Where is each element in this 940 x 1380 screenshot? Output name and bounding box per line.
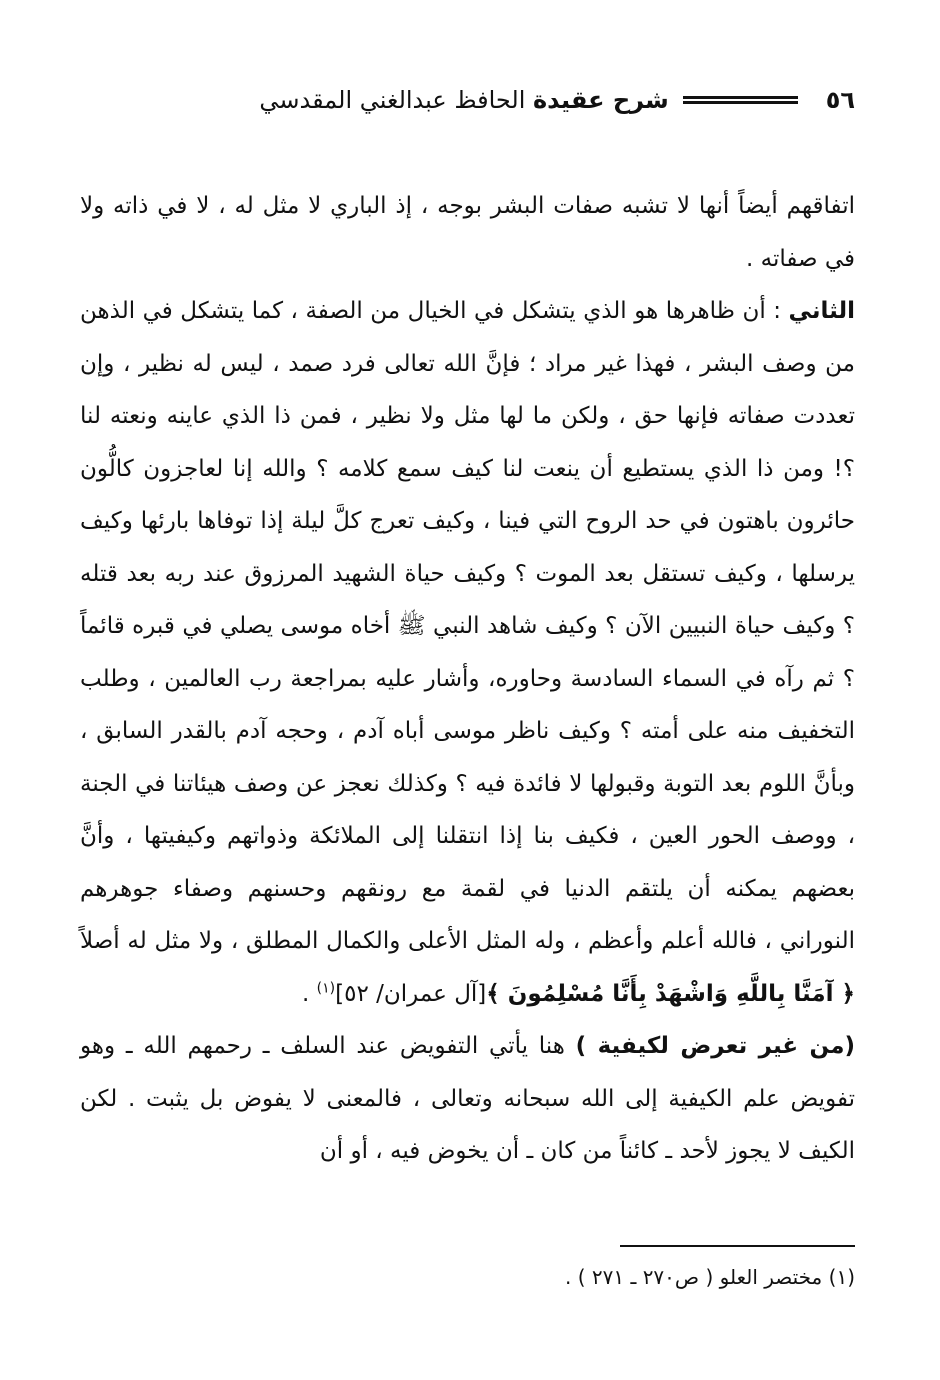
paragraph-2-lead: الثاني [788, 298, 855, 324]
running-title [259, 86, 668, 114]
quran-verse: ﴿ آمَنَّا بِاللَّهِ وَاشْهَدْ بِأَنَّا مُسْلِمُونَ ﴾ [486, 980, 855, 1007]
body-text [80, 180, 855, 1178]
running-title-bold: شرح عقيدة [533, 86, 669, 114]
paragraph-3 [80, 1020, 855, 1178]
paragraph-1: اتفاقهم أيضاً أنها لا تشبه صفات البشر بوجه ، إذ الباري لا مثل له ، لا في ذاته ولا في صفاته . [80, 193, 855, 272]
running-title-rest: الحافظ عبدالغني المقدسي [259, 86, 526, 114]
paragraph-3-lead: (من غير تعرض لكيفية ) [575, 1033, 855, 1059]
footnote: (١) مختصر العلو ( ص٢٧٠ ـ ٢٧١ ) . [565, 1265, 855, 1289]
page-number: ٥٦ [825, 86, 855, 114]
paragraph-2-text: : أن ظاهرها هو الذي يتشكل في الخيال من الصفة ، كما يتشكل في الذهن من وصف البشر ، فهذا غير مراد ؛ فإنَّ الله تعالى فرد صمد ، ليس له نظير ، وإن تعددت صفاته فإنها حق ، ولكن ما لها مثل ولا نظير ، فمن ذا الذي عاينه ونعته لنا ؟! ومن ذا الذي يستطيع أن ينعت لنا كيف سمع كلامه ؟ والله إنا لعاجزون كالُّون حائرون باهتون في حد الروح التي فينا ، وكيف تعرج كلَّ ليلة إذا توفاها بارئها وكيف يرسلها ، وكيف تستقل بعد الموت ؟ وكيف حياة الشهيد المرزوق عند ربه بعد قتله ؟ وكيف حياة النبيين الآن ؟ وكيف شاهد النبي ﷺ أخاه موسى يصلي في قبره قائماً ؟ ثم رآه في السماء السادسة وحاوره، وأشار عليه بمراجعة رب العالمين ، وطلب التخفيف منه على أمته ؟ وكيف ناظر موسى أباه آدم ، وحجه آدم بالقدر السابق ، وبأنَّ اللوم بعد التوبة وقبولها لا فائدة فيه ؟ وكذلك نعجز عن وصف هيئاتنا في الجنة ، ووصف الحور العين ، فكيف بنا إذا انتقلنا إلى الملائكة وذواتهم وكيفيتها ، وأنَّ بعضهم يمكنه أن يلتقم الدنيا في لقمة مع رونقهم وحسنهم وصفاء جوهرهم النوراني ، فالله أعلم وأعظم ، وله المثل الأعلى والكمال المطلق ، ولا مثل له أصلاً [80, 298, 855, 954]
quran-reference: [آل عمران/ ٥٢] [335, 980, 487, 1007]
paragraph-2-end: . [302, 980, 317, 1007]
header-rule [683, 96, 798, 104]
paragraph-2 [80, 285, 855, 1020]
page-header [80, 80, 855, 120]
footnote-marker: (١) [316, 979, 336, 996]
footnote-rule [620, 1245, 855, 1247]
paragraph-3-text: هنا يأتي التفويض عند السلف ـ رحمهم الله ـ وهو تفويض علم الكيفية إلى الله سبحانه وتعالى ، فالمعنى لا يفوض بل يثبت . لكن الكيف لا يجوز لأحد ـ كائناً من كان ـ أن يخوض فيه ، أو أن [80, 1033, 855, 1164]
